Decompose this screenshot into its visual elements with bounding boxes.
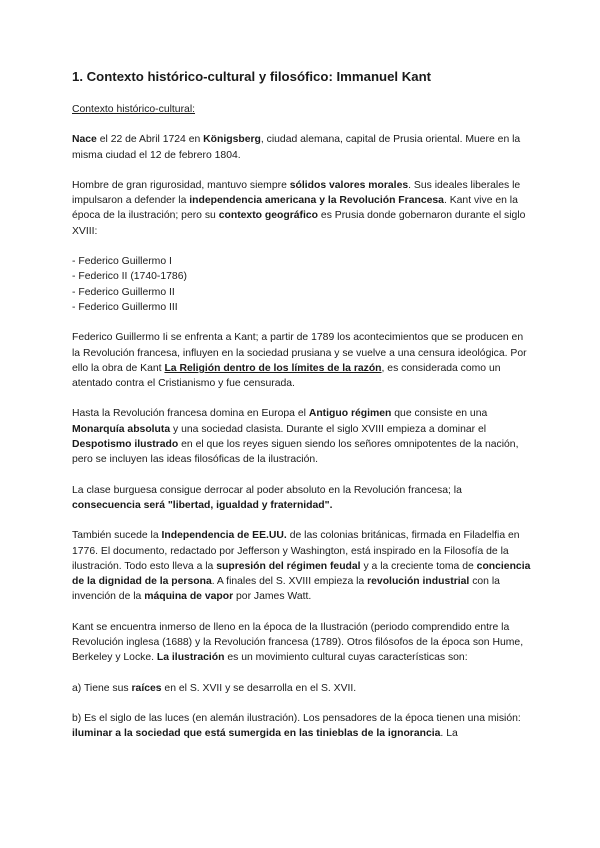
- kings-list: [72, 254, 532, 315]
- paragraph-censorship: Federico Guillermo Ii se enfrenta a Kant; a partir de 1789 los acontecimientos que se producen en la Revolución francesa, influyen en la sociedad prusiana y se vuelve a una censura ideológica. Por ello la obra de Kant La Religión dentro de los límites de la razón, es considerada como un atentado contra el Cristianismo y fue censurada.: [72, 332, 527, 390]
- paragraph-old-regime: Hasta la Revolución francesa domina en Europa el Antiguo régimen que consiste en una Monarquía absoluta y una sociedad clasista. Durante el siglo XVIII empieza a dominar el Despotismo ilustrado en el que los reyes siguen siendo los señores omnipotentes de la nación, pero se incluyen las ideas filosóficas de la ilustración.: [72, 408, 519, 466]
- book-title: La Religión dentro de los límites de la razón: [164, 362, 382, 374]
- list-item: - Federico Guillermo II: [72, 286, 175, 298]
- list-item: - Federico Guillermo III: [72, 301, 178, 313]
- list-item-b: b) Es el siglo de las luces (en alemán ilustración). Los pensadores de la época tienen una misión: iluminar a la sociedad que está sumergida en las tinieblas de la ignorancia. La: [72, 712, 521, 740]
- list-item-a: a) Tiene sus raíces en el S. XVII y se desarrolla en el S. XVII.: [72, 682, 357, 694]
- paragraph-bourgeoisie: La clase burguesa consigue derrocar al poder absoluto en la Revolución francesa; la consecuencia será "libertad, igualdad y fraternidad".: [72, 484, 462, 511]
- list-item: - Federico II (1740-1786): [72, 271, 187, 283]
- section-subtitle: Contexto histórico-cultural:: [72, 104, 196, 115]
- paragraph-independence: También sucede la Independencia de EE.UU. de las colonias británicas, firmada en Filadelfia en 1776. El documento, redactado por Jefferson y Washington, está inspirado en la Filosofía de la ilustración. Todo esto lleva a la supresión del régimen feudal y a la creciente toma de conciencia de la dignidad de la persona. A finales del S. XVIII empieza la revolución industrial con la invención de la máquina de vapor por James Watt.: [72, 530, 531, 603]
- paragraph-enlightenment: Kant se encuentra inmerso de lleno en la época de la Ilustración (periodo comprendido entre la Revolución inglesa (1688) y la Revolución francesa (1789). Otros filósofos de la época son Hume, Berkeley y Locke. La ilustración es un movimiento cultural cuyas características son:: [72, 621, 524, 664]
- page-title: 1. Contexto histórico-cultural y filosófico: Immanuel Kant: [72, 69, 432, 84]
- document-page: [72, 68, 532, 742]
- paragraph-character: Hombre de gran rigurosidad, mantuvo siempre sólidos valores morales. Sus ideales liberales le impulsaron a defender la independencia americana y la Revolución Francesa. Kant vive en la época de la ilustración; pero su contexto geográfico es Prusia donde gobernaron durante el siglo XVIII:: [72, 179, 526, 237]
- paragraph-birth: Nace el 22 de Abril 1724 en Königsberg, ciudad alemana, capital de Prusia oriental. Muere en la misma ciudad el 12 de febrero 1804.: [72, 134, 521, 161]
- list-item: - Federico Guillermo I: [72, 256, 172, 268]
